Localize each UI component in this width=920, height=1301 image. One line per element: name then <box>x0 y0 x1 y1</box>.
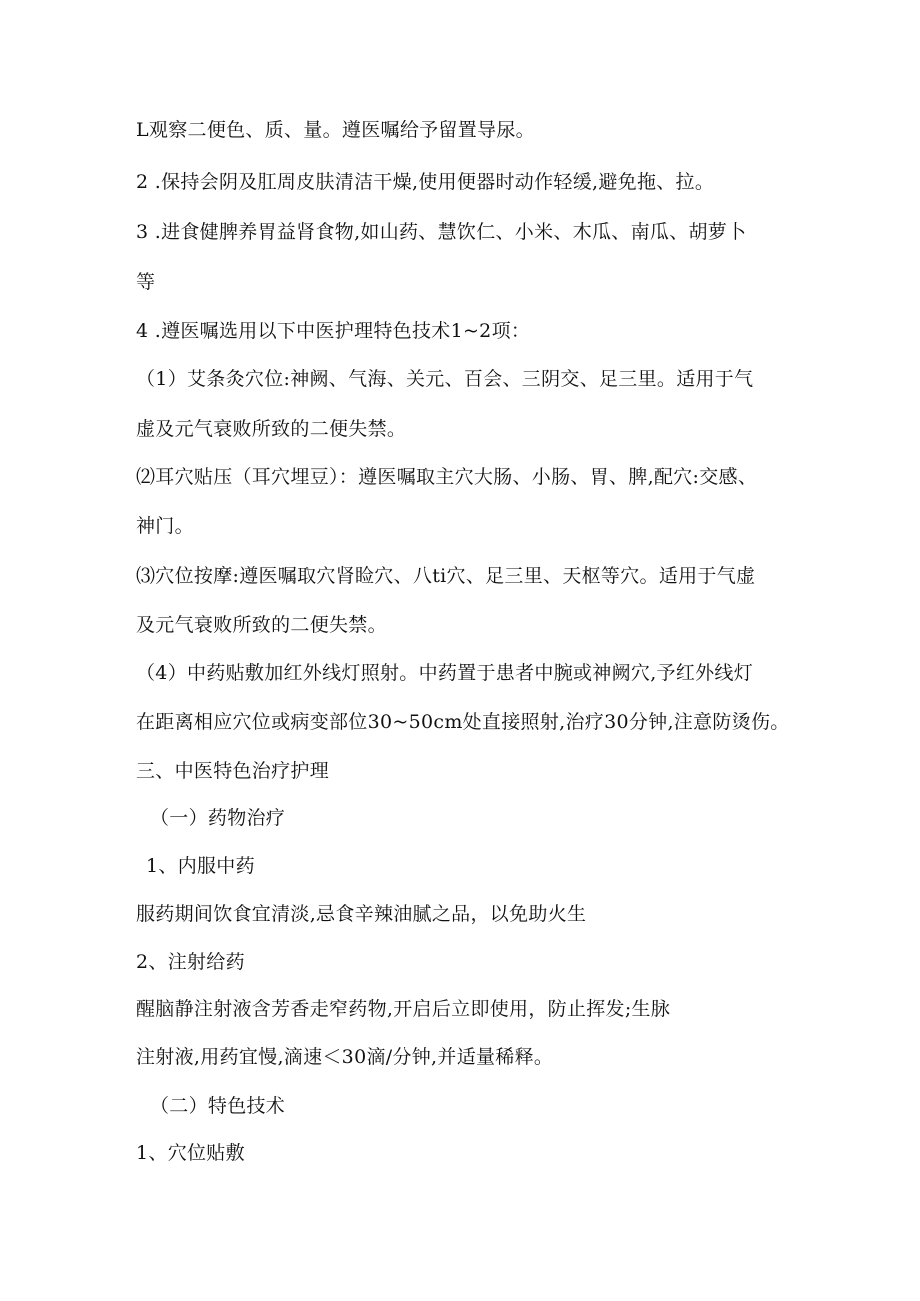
text-line-18: 2、注射给药 <box>136 951 245 973</box>
text-line-12: （4）中药贴敷加红外线灯照射。中药置于患者中腕或神阙穴,予红外线灯 <box>136 662 754 684</box>
text-line-15: （一）药物治疗 <box>150 807 286 829</box>
text-line-16: 1、内服中药 <box>146 855 255 877</box>
text-line-8: ⑵耳穴贴压（耳穴埋豆）：遵医嘱取主穴大肠、小肠、胃、脾,配穴:交感、 <box>136 466 758 488</box>
text-line-2: 2 .保持会阴及肛周皮肤清洁干燥,使用便器时动作轻缓,避免拖、拉。 <box>136 171 715 193</box>
text-line-5: 4 .遵医嘱选用以下中医护理特色技术1~2项： <box>136 320 531 342</box>
text-line-7: 虚及元气衰败所致的二便失禁。 <box>136 418 407 440</box>
text-line-1: L观察二便色、质、量。遵医嘱给予留置导尿。 <box>136 119 535 141</box>
text-line-9: 神门。 <box>136 515 194 537</box>
text-line-13: 在距离相应穴位或病变部位30~50cm处直接照射,治疗30分钟,注意防烫伤。 <box>136 711 790 733</box>
text-line-21: （二）特色技术 <box>150 1095 286 1117</box>
text-line-19: 醒脑静注射液含芳香走窄药物,开启后立即使用，防止挥发;生脉 <box>136 998 671 1020</box>
text-line-10: ⑶穴位按摩:遵医嘱取穴肾睑穴、八ti穴、足三里、天枢等穴。适用于气虚 <box>136 565 756 587</box>
text-line-11: 及元气衰败所致的二便失禁。 <box>136 614 387 636</box>
text-line-4: 等 <box>136 271 156 293</box>
text-line-14: 三、中医特色治疗护理 <box>136 760 330 782</box>
text-line-3: 3 .进食健脾养胃益肾食物,如山药、慧饮仁、小米、木瓜、南瓜、胡萝卜 <box>136 221 747 243</box>
text-line-22: 1、穴位贴敷 <box>136 1142 245 1164</box>
text-line-20: 注射液,用药宜慢,滴速＜30滴/分钟,并适量稀释。 <box>136 1046 554 1068</box>
text-line-6: （1）艾条灸穴位:神阙、气海、关元、百会、三阴交、足三里。适用于气 <box>136 368 754 390</box>
text-line-17: 服药期间饮食宜清淡,忌食辛辣油腻之品，以免助火生 <box>136 903 587 925</box>
